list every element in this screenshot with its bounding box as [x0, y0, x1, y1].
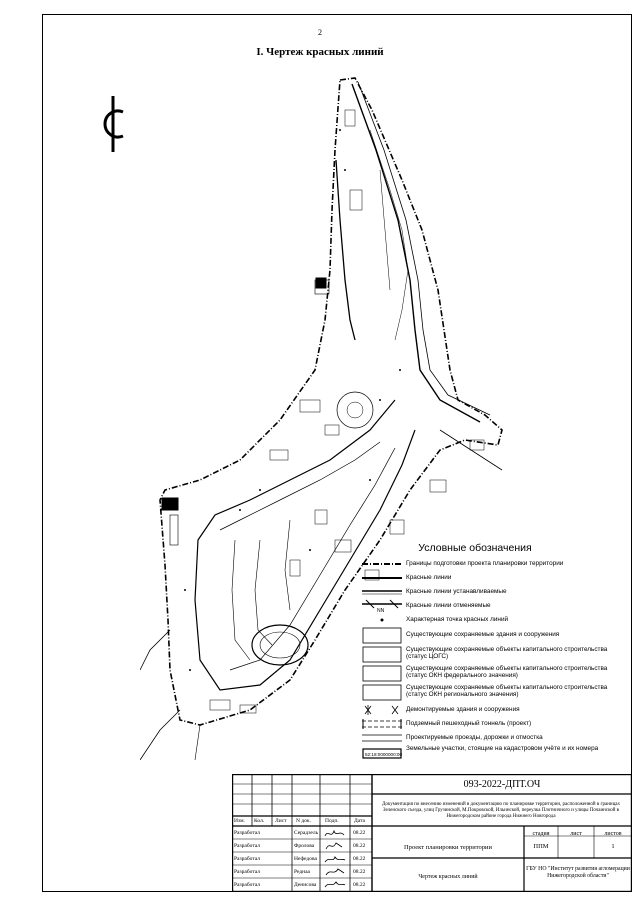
drawing-name: Чертеж красных линий — [418, 874, 478, 880]
cancelled-marker: NN — [377, 608, 385, 613]
sheets-header: листов — [604, 831, 622, 837]
document-description: Документация по внесению изменений в документацию по планировке территории, расположенной в границах Зеленского съезда, улиц Грузинской, М.Покровской, Ильинской, переулка Плотничного и улицы Почаинской в Нижегородском районе города Нижнего Новгорода — [381, 802, 620, 819]
signatures-icon — [322, 827, 348, 891]
col-data: Дата — [354, 818, 365, 824]
legend-item-point: Характерная точка красных линий — [360, 613, 630, 627]
stage-value: ППМ — [533, 843, 549, 850]
legend-item-okn-federal: Существующие сохраняемые объекты капитального строительства (статус ОКН федерального значения) — [360, 665, 630, 684]
row-5-role: Разработал — [234, 882, 261, 888]
characteristic-point-icon — [362, 613, 402, 627]
row-4-role: Разработал — [234, 869, 261, 875]
legend-item-cadastral: 52:18:0000000:00 Земельные участки, стоящие на кадастровом учёте и их номера — [360, 745, 630, 764]
row-3-name: Нефедова — [294, 856, 317, 862]
cogs-building-icon — [362, 646, 402, 664]
col-list: Лист — [275, 818, 287, 824]
row-5-name: Денисова — [294, 882, 317, 888]
legend-item-cogs: Существующие сохраняемые объекты капитального строительства (статус ЦОГС) — [360, 646, 630, 665]
dash-dot-line-icon — [362, 557, 402, 571]
legend-item-boundary: Границы подготовки проекта планировки территории — [360, 557, 630, 571]
row-4-name: Реднаа — [294, 869, 310, 875]
project-name: Проект планировки территории — [403, 844, 492, 851]
sheets-value: 1 — [611, 843, 615, 850]
col-ndok: N док. — [296, 818, 311, 824]
row-1-date: 08.22 — [353, 830, 366, 836]
title-block — [232, 774, 632, 892]
row-2-date: 08.22 — [353, 843, 366, 849]
row-2-name: Фролова — [294, 843, 315, 849]
legend-item-existing-buildings: Существующие сохраняемые здания и сооружения — [360, 627, 630, 646]
col-kol: Кол. — [254, 818, 265, 824]
legend-title: Условные обозначения — [418, 542, 532, 554]
document-code: 093-2022-ДПТ.ОЧ — [463, 779, 541, 790]
existing-building-icon — [362, 627, 402, 645]
row-5-date: 08.22 — [353, 882, 366, 888]
legend-item-roads: Проектируемые проезды, дорожки и отмостка — [360, 731, 630, 745]
okn-federal-building-icon — [362, 665, 402, 683]
stage-header: стадия — [532, 831, 550, 837]
row-1-name: Серадзель — [294, 830, 319, 836]
col-izm: Изм. — [234, 818, 245, 824]
red-line-established-icon — [362, 585, 402, 599]
tunnel-icon — [362, 717, 402, 731]
row-2-role: Разработал — [234, 843, 261, 849]
okn-regional-building-icon — [362, 684, 402, 702]
cadastral-marker: 52:18:0000000:00 — [365, 752, 402, 757]
legend-item-tunnel: Подземный пешеходный тоннель (проект) — [360, 717, 630, 731]
sheet-header: лист — [570, 831, 582, 837]
red-line-cancelled-icon — [362, 599, 402, 613]
demolish-cross-icon — [362, 703, 402, 717]
row-3-date: 08.22 — [353, 856, 366, 862]
cadastral-icon — [362, 745, 402, 763]
red-line-icon — [362, 571, 402, 585]
legend-item-demolished: Демонтируемые здания и сооружения — [360, 703, 630, 717]
organization: ГБУ НО "Институт развития агломерации Нижегородской области" — [526, 866, 630, 879]
sheet-title: I. Чертеж красных линий — [256, 46, 384, 58]
legend-item-red-lines-cancelled: NN Красные линии отменяемые — [360, 599, 630, 613]
legend-item-red-lines: Красные линии — [360, 571, 630, 585]
col-podp: Подп. — [325, 818, 339, 824]
legend-item-okn-regional: Существующие сохраняемые объекты капитального строительства (статус ОКН регионального значения) — [360, 684, 630, 703]
row-1-role: Разработал — [234, 830, 261, 836]
legend-item-red-lines-established: Красные линии устанавливаемые — [360, 585, 630, 599]
row-3-role: Разработал — [234, 856, 261, 862]
legend — [360, 542, 630, 764]
north-arrow-icon — [96, 96, 130, 152]
row-4-date: 08.22 — [353, 869, 366, 875]
roads-icon — [362, 731, 402, 745]
page-number: 2 — [318, 28, 322, 37]
